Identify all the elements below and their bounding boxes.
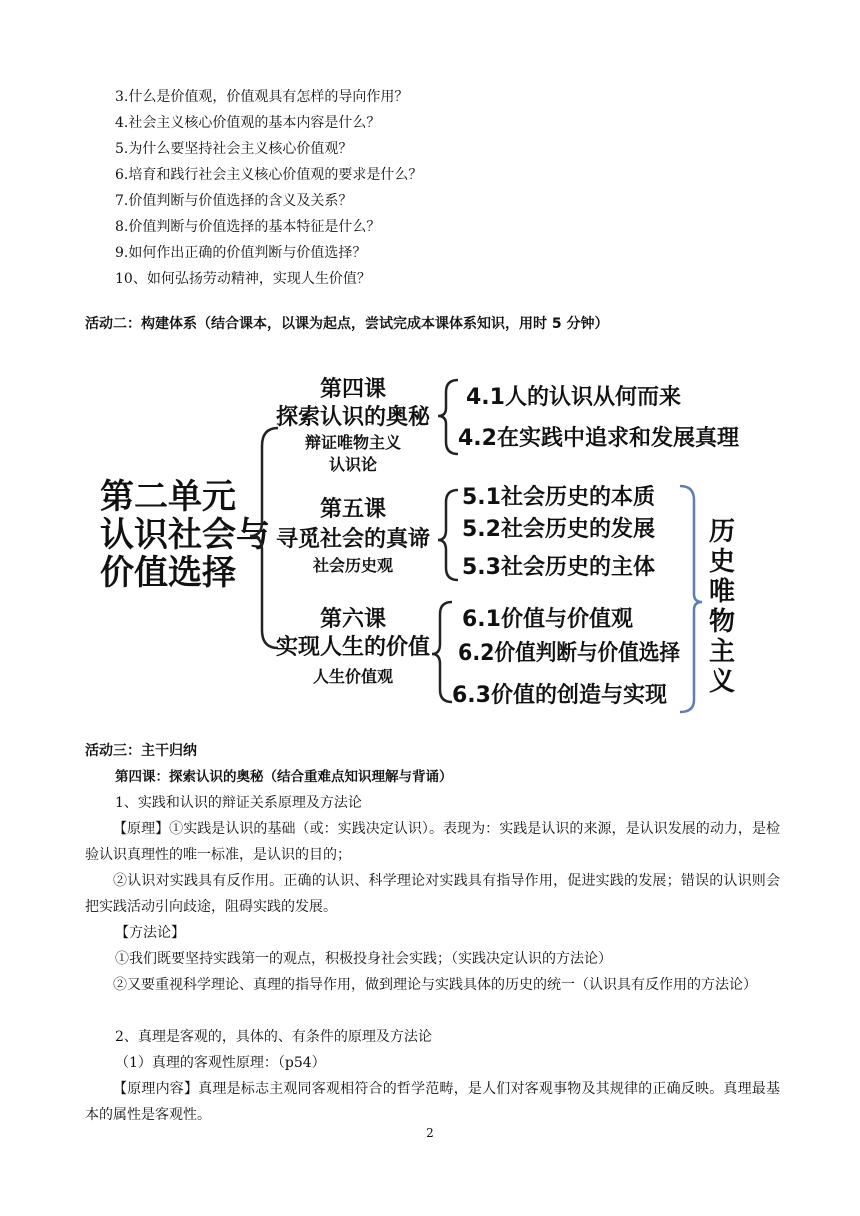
lesson4-item-2: 4.2在实践中追求和发展真理 — [458, 426, 739, 451]
lesson6-sub: 人生价值观 — [312, 667, 394, 686]
method-1: ①我们既要坚持实践第一的观点，积极投身社会实践；（实践决定认识的方法论） — [115, 951, 612, 967]
lesson5-name: 寻觅社会的真谛 — [275, 527, 431, 552]
lesson6-item-3: 6.3价值的创造与实现 — [452, 683, 667, 708]
lesson5-item-2: 5.2社会历史的发展 — [462, 517, 655, 542]
lesson6-title: 第六课 — [319, 607, 387, 632]
side-char-2: 史 — [708, 547, 736, 577]
question-3: 3.什么是价值观，价值观具有怎样的导向作用？ — [115, 89, 409, 105]
lesson4-name: 探索认识的奥秘 — [275, 405, 431, 430]
side-char-6: 义 — [708, 667, 736, 697]
page-number: 2 — [426, 1126, 434, 1140]
lesson6-brace — [432, 602, 452, 702]
question-6: 6.培育和践行社会主义核心价值观的要求是什么？ — [115, 167, 423, 183]
method-label: 【方法论】 — [115, 925, 185, 941]
lesson4-sub1: 辩证唯物主义 — [304, 433, 402, 452]
lesson6-name: 实现人生的价值 — [275, 635, 431, 660]
lesson4-brace — [438, 380, 458, 454]
unit-line-2: 认识社会与 — [100, 515, 270, 555]
section2-subtitle: （1）真理的客观性原理：（p54） — [115, 1055, 326, 1071]
section1-title: 1、实践和认识的辩证关系原理及方法论 — [115, 795, 362, 811]
question-10: 10、如何弘扬劳动精神，实现人生价值？ — [115, 271, 371, 287]
lesson4-item-1: 4.1人的认识从何而来 — [466, 385, 681, 410]
lesson4-sub2: 认识论 — [328, 455, 378, 474]
historical-materialism-bracket — [680, 486, 702, 712]
section2-content: 【原理内容】真理是标志主观同客观相符合的哲学范畴，是人们对客观事物及其规律的正确反映。真理最基本的属性是客观性。 — [85, 1081, 780, 1123]
knowledge-diagram — [0, 350, 860, 720]
section1-reaction: ②认识对实践具有反作用。正确的认识、科学理论对实践具有指导作用，促进实践的发展；错误的认识则会把实践活动引向歧途，阻碍实践的发展。 — [85, 873, 780, 915]
lesson5-item-3: 5.3社会历史的主体 — [462, 555, 655, 580]
lesson5-title: 第五课 — [319, 497, 387, 522]
question-7: 7.价值判断与价值选择的含义及关系？ — [115, 193, 353, 209]
lesson5-sub: 社会历史观 — [312, 556, 394, 575]
unit-line-1: 第二单元 — [100, 477, 236, 517]
lesson6-item-2: 6.2价值判断与价值选择 — [458, 641, 695, 666]
lesson5-item-1: 5.1社会历史的本质 — [462, 485, 655, 510]
unit-line-3: 价值选择 — [100, 553, 236, 593]
method-2: ②又要重视科学理论、真理的指导作用，做到理论与实践具体的历史的统一（认识具有反作用的方法论） — [113, 977, 757, 993]
lesson5-brace — [438, 490, 458, 580]
lesson4-title: 第四课 — [319, 377, 387, 402]
lesson4-heading: 第四课：探索认识的奥秘（结合重难点知识理解与背诵） — [115, 769, 453, 785]
section1-principle: 【原理】①实践是认识的基础（或：实践决定认识）。表现为：实践是认识的来源，是认识发展的动力，是检验认识真理性的唯一标准，是认识的目的； — [85, 821, 780, 863]
side-char-4: 物 — [708, 607, 736, 637]
question-9: 9.如何作出正确的价值判断与价值选择？ — [115, 245, 367, 261]
question-8: 8.价值判断与价值选择的基本特征是什么？ — [115, 219, 381, 235]
question-4: 4.社会主义核心价值观的基本内容是什么？ — [115, 115, 381, 131]
lesson6-item-1: 6.1价值与价值观 — [462, 607, 633, 632]
side-char-5: 主 — [708, 637, 736, 667]
activity2-heading: 活动二：构建体系（结合课本，以课为起点，尝试完成本课体系知识，用时 5 分钟） — [85, 316, 609, 332]
side-char-1: 历 — [708, 517, 736, 547]
side-char-3: 唯 — [708, 577, 736, 607]
section2-title: 2、真理是客观的，具体的、有条件的原理及方法论 — [115, 1029, 432, 1045]
question-5: 5.为什么要坚持社会主义核心价值观？ — [115, 141, 353, 157]
activity3-heading: 活动三：主干归纳 — [85, 743, 197, 759]
